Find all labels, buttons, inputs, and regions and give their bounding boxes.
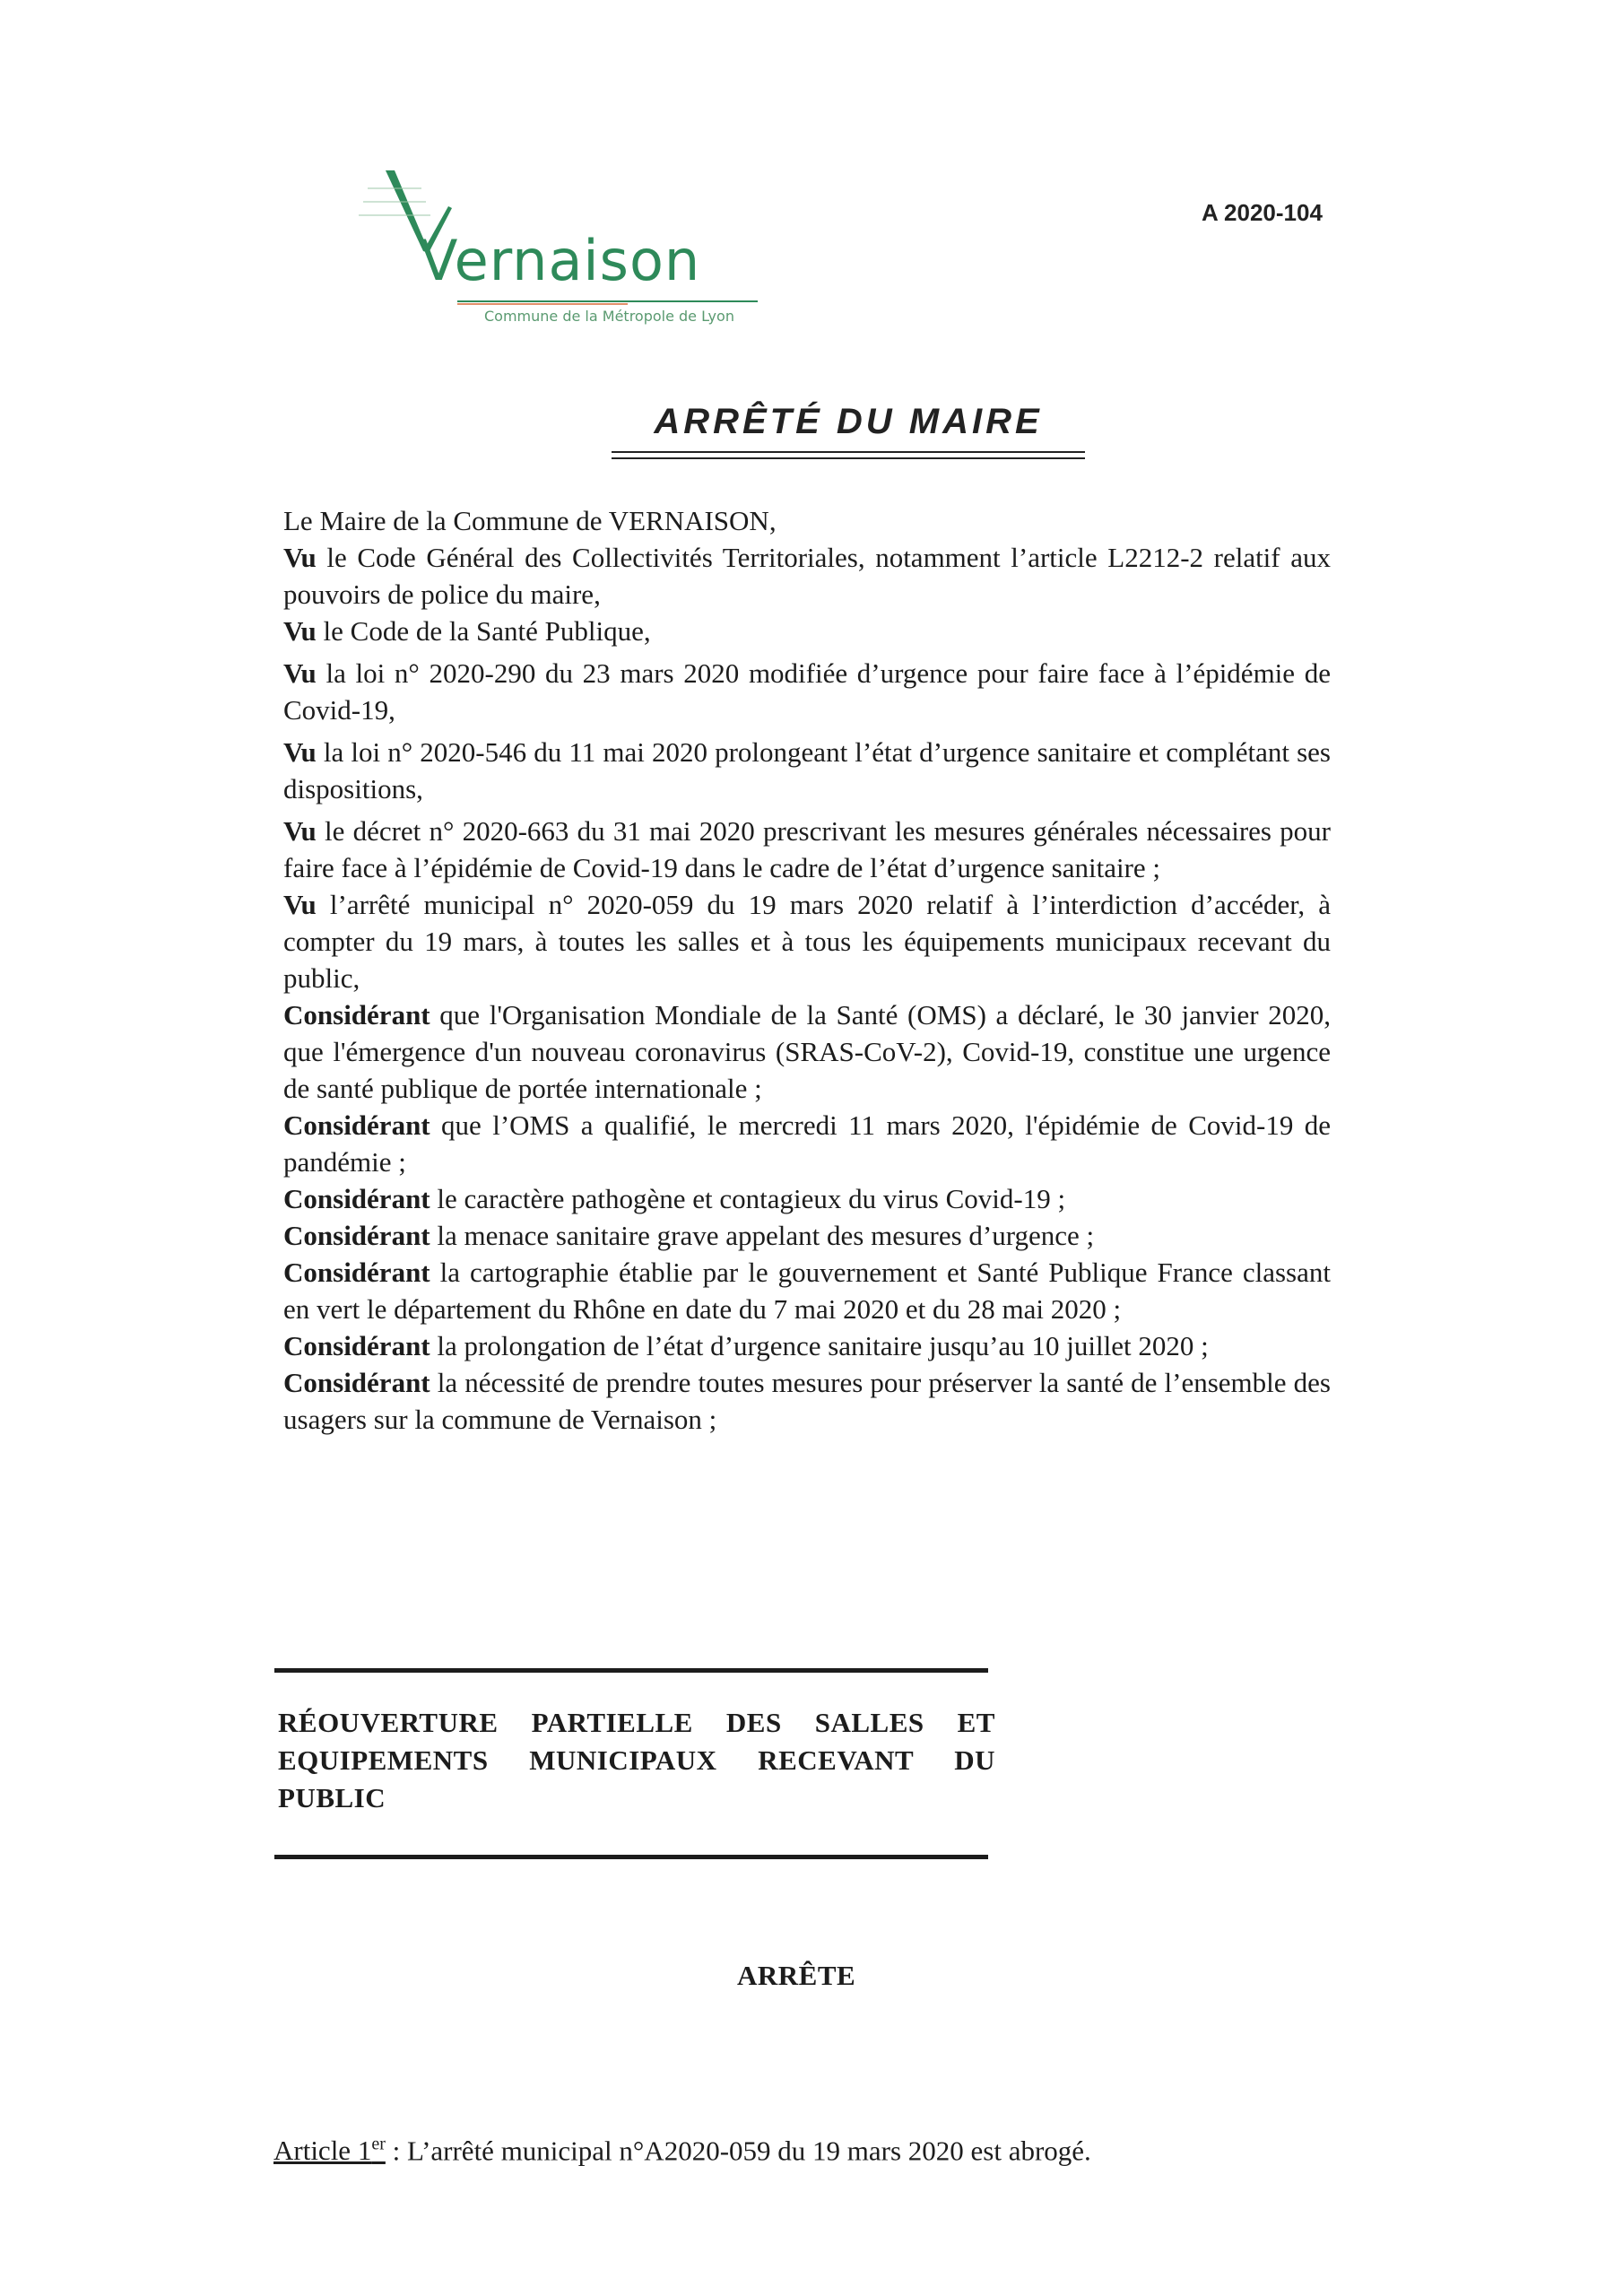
preamble-paragraph: Le Maire de la Commune de VERNAISON, [283, 505, 777, 536]
subject-rule-bottom [274, 1855, 988, 1859]
document-title: ARRÊTÉ DU MAIRE [654, 402, 1043, 441]
preamble-paragraph: Vu le décret n° 2020-663 du 31 mai 2020 prescrivant les mesures générales nécessaires pour faire face à l’épidémie de Covid-19 dans le cadre de l’état d’urgence sanitaire ; [283, 815, 1331, 883]
preamble-paragraph: Considérant la nécessité de prendre toutes mesures pour préserver la santé de l’ensemble des usagers sur la commune de Vernaison ; [283, 1367, 1331, 1435]
preamble-paragraph: Considérant la prolongation de l’état d’urgence sanitaire jusqu’au 10 juillet 2020 ; [283, 1330, 1209, 1361]
preamble-paragraph: Vu la loi n° 2020-546 du 11 mai 2020 prolongeant l’état d’urgence sanitaire et complétant ses dispositions, [283, 736, 1331, 804]
preamble-paragraph: Considérant la menace sanitaire grave appelant des mesures d’urgence ; [283, 1220, 1095, 1251]
preamble-paragraph: Considérant le caractère pathogène et contagieux du virus Covid-19 ; [283, 1183, 1066, 1214]
title-rule-bottom [612, 457, 1085, 459]
article-1 [273, 2135, 1091, 2167]
preamble-paragraph: Vu le Code Général des Collectivités Territoriales, notamment l’article L2212-2 relatif aux pouvoirs de police du maire, [283, 542, 1331, 610]
document-title-block [612, 402, 1085, 459]
preamble-paragraph: Considérant que l'Organisation Mondiale de la Santé (OMS) a déclaré, le 30 janvier 2020, que l'émergence d'un nouveau coronavirus (SRAS-CoV-2), Covid-19, constitue une urgence de santé publique de portée internationale ; [283, 999, 1331, 1104]
preamble-paragraph: Vu le Code de la Santé Publique, [283, 615, 651, 647]
subject-title: RÉOUVERTURE PARTIELLE DES SALLES ET EQUIPEMENTS MUNICIPAUX RECEVANT DU PUBLIC [278, 1707, 995, 1813]
decision-heading: ARRÊTE [737, 1960, 856, 1991]
title-rule-top [612, 451, 1085, 453]
document-reference: A 2020-104 [1202, 199, 1323, 226]
article-label: Article 1er [273, 2135, 386, 2167]
logo-tagline: Commune de la Métropole de Lyon [484, 308, 734, 325]
preamble-paragraph: Considérant que l’OMS a qualifié, le mercredi 11 mars 2020, l'épidémie de Covid-19 de pandémie ; [283, 1109, 1331, 1178]
subject-rule-top [274, 1668, 988, 1673]
preamble [283, 502, 1331, 1438]
logo-underline [359, 298, 771, 307]
logo-name: Vernaison [420, 228, 701, 293]
preamble-paragraph: Vu l’arrêté municipal n° 2020-059 du 19 mars 2020 relatif à l’interdiction d’accéder, à compter du 19 mars, à toutes les salles et à tous les équipements municipaux recevant du public, [283, 889, 1331, 994]
preamble-paragraph: Vu la loi n° 2020-290 du 23 mars 2020 modifiée d’urgence pour faire face à l’épidémie de Covid-19, [283, 657, 1331, 726]
preamble-paragraph: Considérant la cartographie établie par le gouvernement et Santé Publique France classant en vert le département du Rhône en date du 7 mai 2020 et du 28 mai 2020 ; [283, 1257, 1331, 1325]
vernaison-logo [359, 170, 771, 341]
article-text: : L’arrêté municipal n°A2020-059 du 19 mars 2020 est abrogé. [385, 2135, 1091, 2167]
